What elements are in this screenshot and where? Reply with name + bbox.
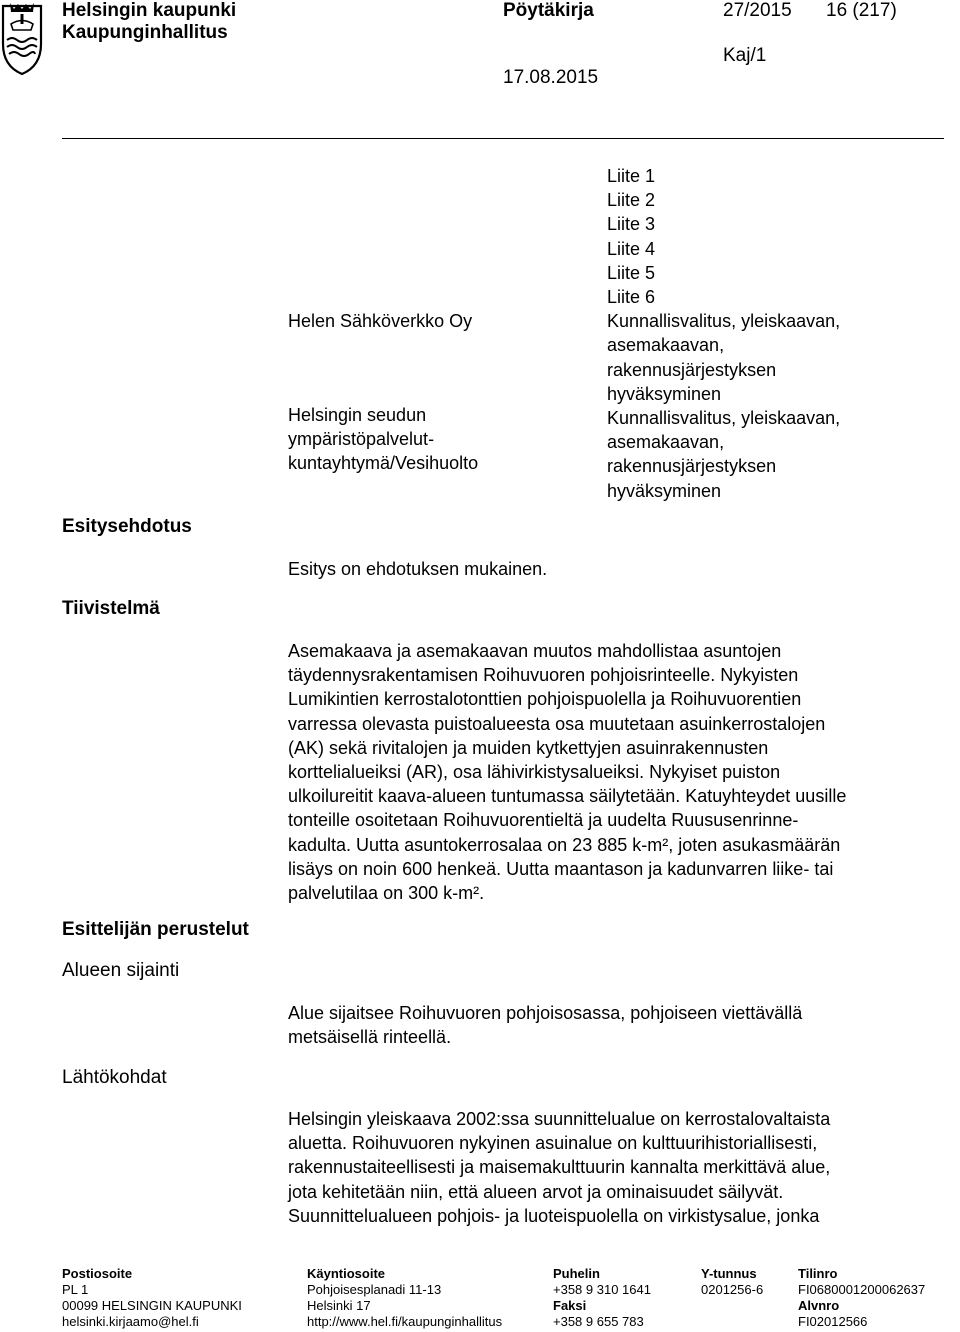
header-org: Helsingin kaupunki — [62, 0, 237, 21]
basis-line: Suunnittelualueen pohjois- ja luoteispuolella on virkistysalue, jonka — [288, 1205, 820, 1226]
footer-postal — [62, 1266, 242, 1330]
basis-line: jota kehitetään niin, että alueen arvot ja ominaisuudet säilyvät. — [288, 1181, 784, 1202]
summary-line: lisäys on noin 600 henkeä. Uutta maantason ja kadunvarren liike- tai — [288, 858, 834, 879]
location-line: metsäisellä rinteellä. — [288, 1027, 452, 1048]
basis-line: Helsingin yleiskaava 2002:ssa suunnittelualue on kerrostalovaltaista — [288, 1109, 831, 1129]
header-date: 17.08.2015 — [503, 67, 599, 88]
basis-line: aluetta. Roihuvuoren nykyinen asuinalue on kulttuurihistoriallisesti, — [288, 1133, 818, 1154]
footer-phone — [553, 1266, 651, 1330]
party-hsy — [288, 403, 478, 476]
attachment-item: Liite 5 — [607, 262, 656, 283]
heading-location: Alueen sijainti — [62, 960, 180, 981]
heading-summary: Tiivistelmä — [62, 598, 160, 619]
heading-proposal: Esitysehdotus — [62, 516, 192, 537]
footer-business-id — [701, 1266, 763, 1298]
party-hsy-line: Helsingin seudun — [288, 405, 427, 425]
location-line: Alue sijaitsee Roihuvuoren pohjoisosassa, pohjoiseen viettävällä — [288, 1003, 803, 1023]
attachment-item: asemakaavan, — [607, 432, 725, 453]
header-doc-type: Pöytäkirja — [503, 0, 594, 21]
footer-visiting — [307, 1266, 502, 1330]
basis-line: rakennustaiteellisesti ja maisemakulttuurin kannalta merkittävä alue, — [288, 1157, 831, 1178]
footer-label: Käyntiosoite — [307, 1266, 386, 1281]
header-section: Kaj/1 — [723, 45, 767, 66]
attachment-item: rakennusjärjestyksen — [607, 359, 777, 380]
footer-value: FI02012566 — [798, 1314, 868, 1329]
footer-label: Postiosoite — [62, 1266, 133, 1281]
summary-line: kadulta. Uutta asuntokerrosalaa on 23 885 k-m², joten asukasmäärän — [288, 834, 841, 855]
footer-value: FI0680001200062637 — [798, 1282, 926, 1297]
footer-web-link[interactable]: http://www.hel.fi/kaupunginhallitus — [307, 1314, 503, 1329]
attachment-item: Liite 1 — [607, 166, 656, 186]
party-hsy-line: ympäristöpalvelut- — [288, 429, 435, 450]
footer-label: Puhelin — [553, 1266, 600, 1281]
header-page: 16 (217) — [826, 0, 897, 21]
footer-value: +358 9 655 783 — [553, 1314, 644, 1329]
attachment-item: Kunnallisvalitus, yleiskaavan, — [607, 311, 841, 332]
summary-line: varressa olevasta puistoalueesta osa muutetaan asuinkerrostalojen — [288, 713, 826, 734]
attachments-list — [607, 164, 840, 503]
header-body: Kaupunginhallitus — [62, 22, 228, 43]
footer-value: 00099 HELSINGIN KAUPUNKI — [62, 1298, 242, 1313]
footer-label: Y-tunnus — [701, 1266, 757, 1281]
footer-label: Tilinro — [798, 1266, 838, 1281]
attachment-item: hyväksyminen — [607, 480, 722, 501]
location-paragraph — [288, 1001, 802, 1049]
summary-line: tonteille osoitetaan Roihuvuorentieltä ja uudelta Ruususenrinne- — [288, 810, 799, 831]
summary-line: palvelutilaa on 300 k-m². — [288, 883, 485, 904]
footer-label: Alvnro — [798, 1298, 840, 1313]
attachment-item: asemakaavan, — [607, 335, 725, 356]
summary-line: Lumikintien kerrostalotonttien pohjoispuolella ja Roihuvuorentien — [288, 689, 802, 710]
attachment-item: hyväksyminen — [607, 383, 722, 404]
helsinki-crest-logo — [0, 0, 44, 76]
summary-line: (AK) sekä rivitalojen ja muiden kytkettyjen asuinrakennusten — [288, 737, 769, 758]
footer-value: PL 1 — [62, 1282, 89, 1297]
summary-paragraph — [288, 639, 846, 905]
footer-email-link[interactable]: helsinki.kirjaamo@hel.fi — [62, 1314, 199, 1329]
header-issue: 27/2015 — [723, 0, 792, 21]
basis-paragraph — [288, 1107, 830, 1228]
header-rule — [62, 138, 944, 139]
proposal-text: Esitys on ehdotuksen mukainen. — [288, 559, 548, 579]
attachment-item: rakennusjärjestyksen — [607, 456, 777, 477]
summary-line: Asemakaava ja asemakaavan muutos mahdollistaa asuntojen — [288, 641, 782, 661]
attachment-item: Liite 6 — [607, 287, 656, 308]
summary-line: ulkoilureitit kaava-alueen tuntumassa säilytetään. Katuyhteydet uusille — [288, 786, 847, 807]
summary-line: korttelialueiksi (AR), osa lähivirkistysalueiksi. Nykyiset puiston — [288, 762, 781, 783]
summary-line: täydennysrakentamisen Roihuvuoren pohjoisrinteelle. Nykyisten — [288, 665, 799, 686]
party-hsy-line: kuntayhtymä/Vesihuolto — [288, 453, 479, 474]
footer-value: +358 9 310 1641 — [553, 1282, 651, 1297]
heading-rationale: Esittelijän perustelut — [62, 919, 249, 940]
heading-basis: Lähtökohdat — [62, 1067, 167, 1088]
party-helen: Helen Sähköverkko Oy — [288, 311, 473, 331]
attachment-item: Liite 2 — [607, 190, 656, 211]
footer-value: Pohjoisesplanadi 11-13 — [307, 1282, 442, 1297]
attachment-item: Liite 3 — [607, 214, 656, 235]
footer-account — [798, 1266, 925, 1330]
attachment-item: Kunnallisvalitus, yleiskaavan, — [607, 408, 841, 429]
footer-value: Helsinki 17 — [307, 1298, 371, 1313]
footer-label: Faksi — [553, 1298, 587, 1313]
footer-value: 0201256-6 — [701, 1282, 764, 1297]
attachment-item: Liite 4 — [607, 238, 656, 259]
